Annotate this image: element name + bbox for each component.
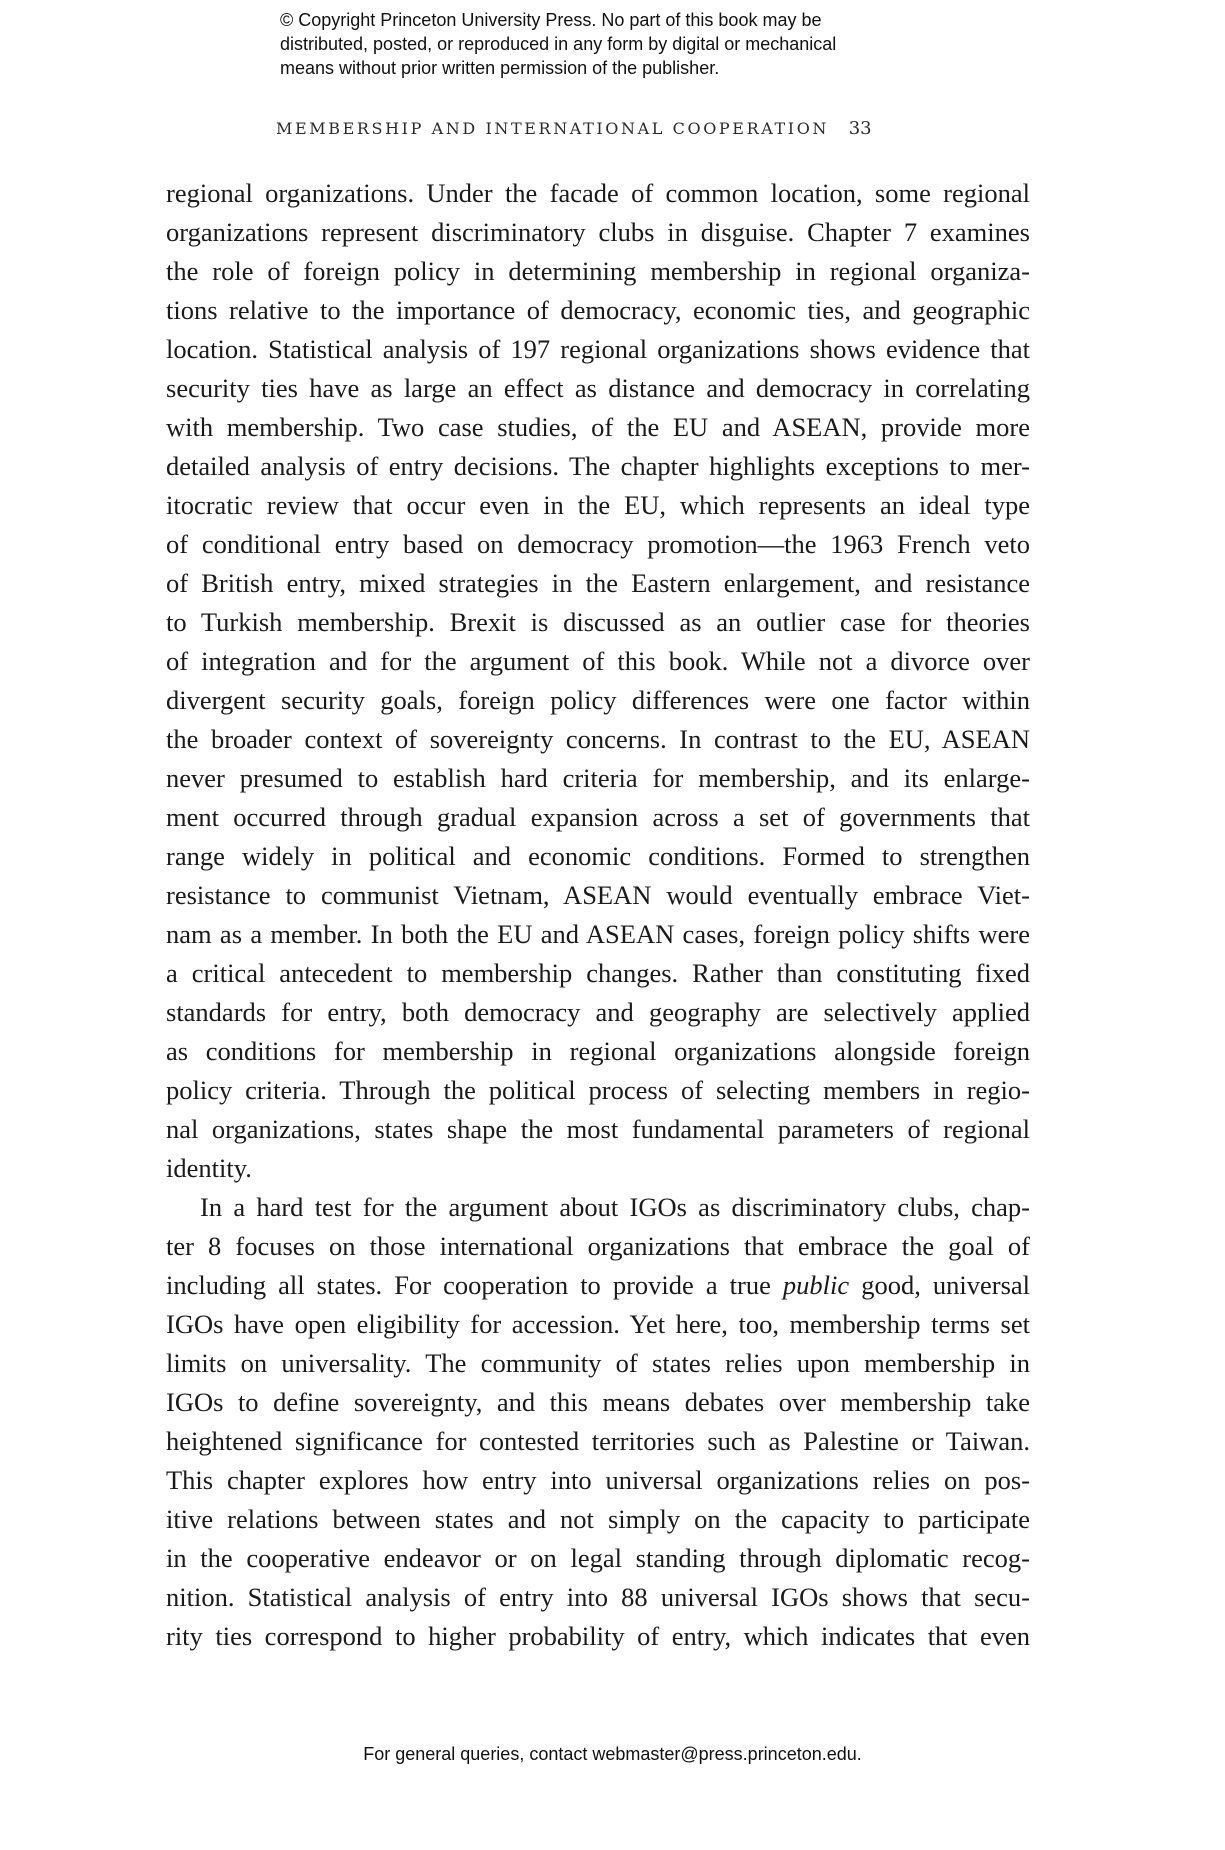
text-line: in the cooperative endeavor or on legal standing through diplomatic recog-: [166, 1543, 1030, 1573]
text-line: itocratic review that occur even in the EU, which represents an ideal type: [166, 490, 1030, 520]
text-line: policy criteria. Through the political process of selecting members in regio-: [166, 1075, 1030, 1105]
text-segment: good, universal: [849, 1270, 1031, 1300]
text-line: tions relative to the importance of democracy, economic ties, and geographic: [166, 295, 1030, 325]
text-line: rity ties correspond to higher probability of entry, which indicates that even: [166, 1621, 1030, 1651]
running-head-title: MEMBERSHIP AND INTERNATIONAL COOPERATION: [276, 119, 830, 138]
text-line: as conditions for membership in regional organizations alongside foreign: [166, 1036, 1030, 1066]
text-line: [166, 1266, 1030, 1305]
copyright-line: means without prior written permission of the publisher.: [280, 58, 720, 78]
text-line: detailed analysis of entry decisions. The chapter highlights exceptions to mer-: [166, 451, 1030, 481]
text-line: of conditional entry based on democracy promotion—the 1963 French veto: [166, 529, 1030, 559]
text-line: never presumed to establish hard criteria for membership, and its enlarge-: [166, 763, 1030, 793]
text-line: IGOs have open eligibility for accession. Yet here, too, membership terms set: [166, 1309, 1030, 1339]
footer-contact: For general queries, contact webmaster@press.princeton.edu.: [363, 1744, 862, 1764]
page-number: 33: [848, 118, 872, 139]
body-text: [166, 174, 1030, 1656]
text-line: range widely in political and economic conditions. Formed to strengthen: [166, 841, 1030, 871]
copyright-notice: [280, 8, 920, 80]
running-head: [276, 118, 926, 139]
text-line: to Turkish membership. Brexit is discussed as an outlier case for theories: [166, 607, 1030, 637]
paragraph-1: [166, 174, 1030, 1188]
copyright-line: distributed, posted, or reproduced in any form by digital or mechanical: [280, 34, 837, 54]
text-line: In a hard test for the argument about IGOs as discriminatory clubs, chap-: [200, 1192, 1030, 1222]
text-line: nal organizations, states shape the most fundamental parameters of regional: [166, 1114, 1030, 1144]
text-line: identity.: [166, 1153, 252, 1183]
text-line: a critical antecedent to membership changes. Rather than constituting fixed: [166, 958, 1030, 988]
text-line: ter 8 focuses on those international organizations that embrace the goal of: [166, 1231, 1030, 1261]
text-line: regional organizations. Under the facade of common location, some regional: [166, 178, 1030, 208]
text-line: of British entry, mixed strategies in the Eastern enlargement, and resistance: [166, 568, 1030, 598]
text-line: the broader context of sovereignty concerns. In contrast to the EU, ASEAN: [166, 724, 1030, 754]
italic-word: public: [782, 1270, 850, 1300]
paragraph-2: [166, 1188, 1030, 1656]
text-line: organizations represent discriminatory clubs in disguise. Chapter 7 examines: [166, 217, 1030, 247]
text-line: itive relations between states and not simply on the capacity to participate: [166, 1504, 1030, 1534]
text-line: heightened significance for contested territories such as Palestine or Taiwan.: [166, 1426, 1030, 1456]
text-line: limits on universality. The community of states relies upon membership in: [166, 1348, 1030, 1378]
text-line: standards for entry, both democracy and geography are selectively applied: [166, 997, 1030, 1027]
text-line: the role of foreign policy in determining membership in regional organiza-: [166, 256, 1030, 286]
text-line: resistance to communist Vietnam, ASEAN would eventually embrace Viet-: [166, 880, 1030, 910]
text-line: ment occurred through gradual expansion across a set of governments that: [166, 802, 1030, 832]
text-segment: including all states. For cooperation to provide a true: [166, 1270, 783, 1300]
text-line: location. Statistical analysis of 197 regional organizations shows evidence that: [166, 334, 1030, 364]
text-line: with membership. Two case studies, of the EU and ASEAN, provide more: [166, 412, 1030, 442]
text-line: security ties have as large an effect as distance and democracy in correlating: [166, 373, 1030, 403]
text-line: of integration and for the argument of this book. While not a divorce over: [166, 646, 1030, 676]
text-line: nition. Statistical analysis of entry into 88 universal IGOs shows that secu-: [166, 1582, 1030, 1612]
text-line: This chapter explores how entry into universal organizations relies on pos-: [166, 1465, 1030, 1495]
text-line: divergent security goals, foreign policy differences were one factor within: [166, 685, 1030, 715]
text-line: IGOs to define sovereignty, and this means debates over membership take: [166, 1387, 1030, 1417]
copyright-line: © Copyright Princeton University Press. No part of this book may be: [280, 10, 822, 30]
text-line: nam as a member. In both the EU and ASEAN cases, foreign policy shifts were: [166, 919, 1030, 949]
